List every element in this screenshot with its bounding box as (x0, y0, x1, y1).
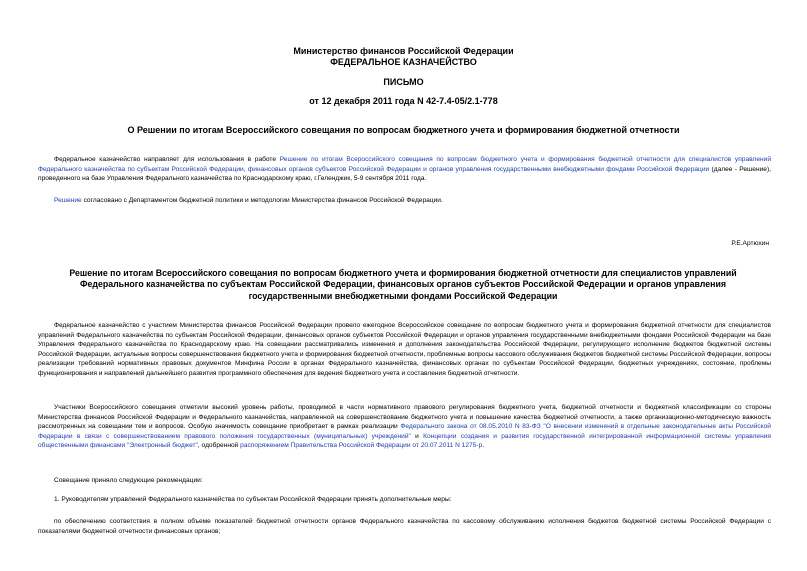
decision-paragraph-4: 1. Руководителям управлений Федерального казначейства по субъектам Российской Федерации принять дополнительные меры: (54, 496, 452, 503)
decision-p2-text-d: . (482, 442, 485, 450)
decision-p2-text-b: и (410, 432, 424, 440)
document-date-number: от 12 декабря 2011 года N 42-7.4-05/2.1-778 (309, 96, 498, 106)
letter-p1-text-a: Федеральное казначейство направляет для использования в работе (54, 156, 280, 163)
decision-paragraph-5: по обеспечению соответствия в полном объеме показателей бюджетной отчетности органов Федерального казначейства по кассовому обслуживанию исполнения бюджетов бюджетной системы Российской Федерации с показателями бюджетной отчетности финансовых органов; (38, 518, 771, 535)
decision-paragraph-3: Совещание приняло следующие рекомендации: (54, 477, 203, 484)
decision-link[interactable]: Решение по итогам Всероссийского совещания по вопросам бюджетного учета и формирования бюджетной отчетности для специалистов управлений Федерального казначейства по субъектам Российской Федерации, финансовых органов субъектов Российской Федерации и органов управления государственными внебюджетными фондами Российской Федерации (38, 156, 771, 173)
federal-law-link[interactable]: Федерального закона от 08.05.2010 N 83-ФЗ "О внесении изменений в отдельные законодательные акты Российской Федерации в связи с совершенствованием правового положения государственных (муниципальных) учреждений" (38, 423, 771, 440)
ministry-name: Министерство финансов Российской Федерации (293, 46, 514, 56)
decision-p2-text-a: Участники Всероссийского совещания отметили высокий уровень работы, проводимой в части нормативного правового регулирования бюджетного учета, бюджетной отчетности и бюджетной классификации со стороны Министерства финансов Российской Федерации и Федерального казначейства, направленной на совершенствование бюджетного учета и повышение качества бюджетной отчетности, а также организационно-методическую важность рассмотренных на совещании тем и вопросов. Особую значимость совещание приобретает в рамках реализации (38, 404, 771, 431)
concept-link[interactable]: Концепции создания и развития государственной интегрированной информационной системы управления общественными финансами "Электронный бюджет" (38, 432, 771, 450)
decision-paragraph-2 (38, 403, 771, 451)
decision-paragraph-1: Федеральное казначейство с участием Министерства финансов Российской Федерации провело ежегодное Всероссийское совещание по вопросам бюджетного учета и формирования бюджетной отчетности для специалистов управлений Федерального казначейства по субъектам Российской Федерации, финансовых органов субъектов Российской Федерации и органов управления государственными внебюджетными фондами Российской Федерации на базе Управления Федерального казначейства по Краснодарскому краю. На совещании рассматривались изменения и дополнения законодательства Российской Федерации, регулирующего исполнение бюджетов бюджетной системы Российской Федерации, актуальные вопросы совершенствования бюджетного учета и формирования бюджетной отчетности, проблемные вопросы кассового обслуживания бюджетов бюджетной системы Российской Федерации, вопросы реализации требований нормативных правовых документов Минфина России в органах Федерального казначейства, финансовых органах по субъектам Российской Федерации, бюджетных учреждениях, состояние, проблемы функционирования и направлений дальнейшего развития программного обеспечения для ведения бюджетного учета и составления бюджетной отчетности. (38, 322, 771, 377)
government-order-link[interactable]: распоряжением Правительства Российской Федерации от 20.07.2011 N 1275-р (240, 442, 483, 450)
letter-subject: О Решении по итогам Всероссийского совещания по вопросам бюджетного учета и формирования бюджетной отчетности (127, 125, 680, 135)
decision-short-link[interactable]: Решение (54, 197, 82, 204)
agency-name: ФЕДЕРАЛЬНОЕ КАЗНАЧЕЙСТВО (330, 57, 477, 67)
letter-p2-text: согласовано с Департаментом бюджетной политики и методологии Министерства финансов Российской Федерации. (81, 197, 443, 204)
document-type: ПИСЬМО (383, 77, 424, 87)
decision-title: Решение по итогам Всероссийского совещания по вопросам бюджетного учета и формирования бюджетной отчетности для специалистов управлений Федерального казначейства по субъектам Российской Федерации, финансовых органов субъектов Российской Федерации и органов управления государственными внебюджетными фондами Российской Федерации (69, 268, 737, 301)
letter-paragraph-1 (38, 155, 771, 184)
letter-p1-text-b: (далее - Решение), проведенного на базе Управления Федерального казначейства по Краснодарскому краю, г.Геленджик, 5-9 сентября 2011 года. (38, 165, 771, 183)
letter-paragraph-2 (38, 196, 771, 206)
decision-p2-text-c: , одобренной (197, 442, 241, 450)
signature: Р.Е.Артюхин (731, 240, 769, 247)
